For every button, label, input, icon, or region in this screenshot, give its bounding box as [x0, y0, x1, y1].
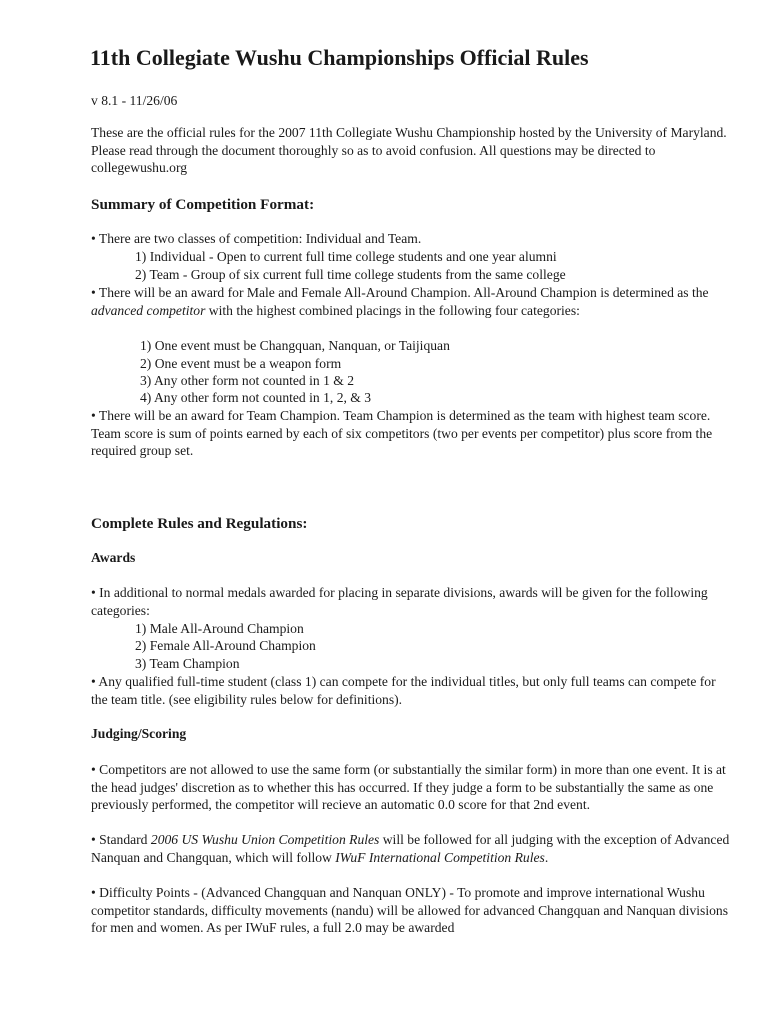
judging-bullet-difficulty: • Difficulty Points - (Advanced Changquan and Nanquan ONLY) - To promote and improve international Wushu competitor standards, difficulty movements (nandu) will be allowed for advanced Changquan and Nanquan divisions for men and women. As per IWuF rules, a full 2.0 may be awarded: [91, 885, 728, 936]
iwuf-rules-emphasis: IWuF International Competition Rules: [335, 849, 545, 865]
award-female: 2) Female All-Around Champion: [135, 638, 316, 653]
category-3: 3) Any other form not counted in 1 & 2: [140, 373, 355, 388]
awards-bullet-medals: • In additional to normal medals awarded for placing in separate divisions, awards will be given for the following categories:: [91, 585, 708, 618]
advanced-competitor-emphasis: advanced competitor: [91, 302, 206, 318]
awards-bullet-eligibility: • Any qualified full-time student (class 1) can compete for the individual titles, but only full teams can compete for the team title. (see eligibility rules below for definitions).: [91, 674, 716, 707]
summary-bullet-all-around: • There will be an award for Male and Female All-Around Champion. All-Around Champion is determined as the advanced competitor with the highest combined placings in the following four categories:: [91, 285, 709, 318]
class-team: 2) Team - Group of six current full time college students from the same college: [135, 267, 566, 282]
class-individual: 1) Individual - Open to current full time college students and one year alumni: [135, 249, 557, 264]
category-1: 1) One event must be Changquan, Nanquan, or Taijiquan: [140, 338, 450, 353]
award-team: 3) Team Champion: [135, 656, 240, 671]
summary-bullet-team-champion: • There will be an award for Team Champion. Team Champion is determined as the team with highest team score. Team score is sum of points earned by each of six competitors (two per events per competitor) plus score from the required group set.: [91, 408, 713, 459]
intro-paragraph: These are the official rules for the 2007 11th Collegiate Wushu Championship hosted by the University of Maryland. Please read through the document thoroughly so as to avoid confusion. All questions may be directed to collegewushu.org: [91, 125, 727, 176]
category-2: 2) One event must be a weapon form: [140, 356, 342, 371]
version-line: v 8.1 - 11/26/06: [91, 93, 178, 108]
awards-heading: Awards: [91, 550, 136, 565]
award-male: 1) Male All-Around Champion: [135, 621, 304, 636]
judging-bullet-standard-rules: • Standard 2006 US Wushu Union Competition Rules will be followed for all judging with the exception of Advanced Nanquan and Changquan, which will follow IWuF International Competition Rules.: [91, 832, 730, 865]
summary-heading: Summary of Competition Format:: [91, 196, 315, 213]
judging-heading: Judging/Scoring: [91, 726, 187, 741]
usawu-rules-emphasis: 2006 US Wushu Union Competition Rules: [150, 832, 380, 847]
summary-bullet-classes: • There are two classes of competition: Individual and Team.: [91, 231, 422, 246]
complete-rules-heading: Complete Rules and Regulations:: [91, 515, 308, 532]
document-title: 11th Collegiate Wushu Championships Official Rules: [90, 45, 589, 70]
category-4: 4) Any other form not counted in 1, 2, & 3: [140, 390, 372, 405]
judging-bullet-same-form: • Competitors are not allowed to use the same form (or substantially the similar form) in more than one event. It is at the head judges' discretion as to whether this has occurred. If they judge a form to be substantially the same as one previously performed, the competitor will recieve an automatic 0.0 score for that 2nd event.: [91, 762, 726, 813]
